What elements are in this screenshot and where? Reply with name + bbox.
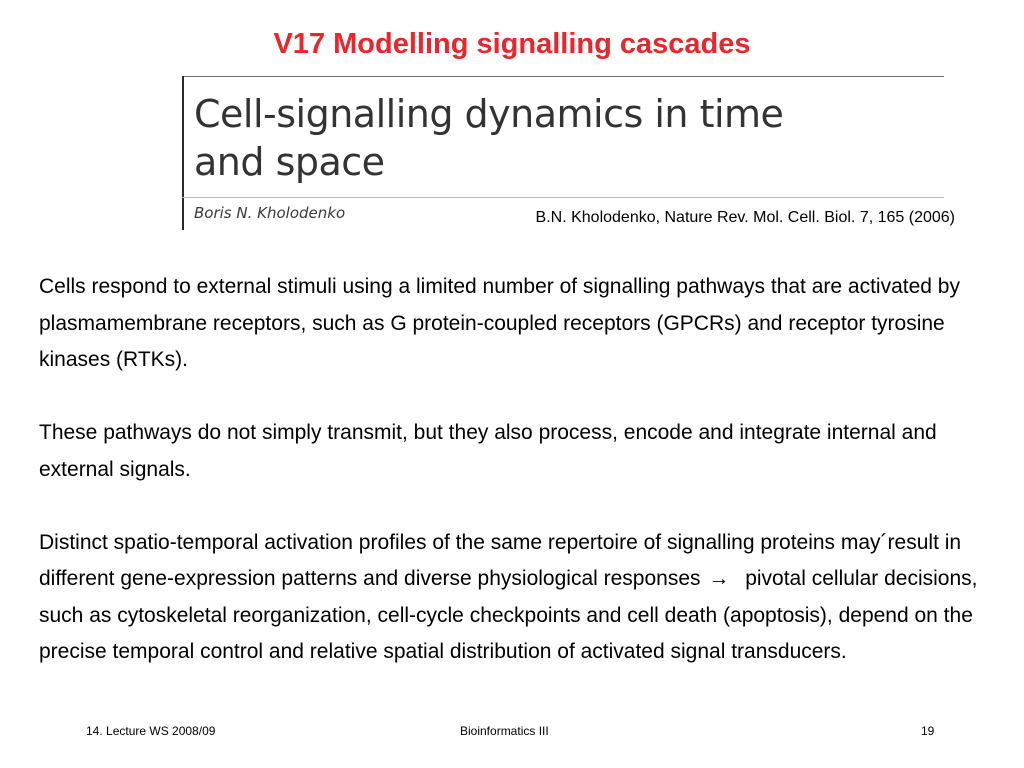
page-number: 19 (921, 724, 935, 738)
footer-course: Bioinformatics III (460, 724, 549, 738)
paragraph-1: Cells respond to external stimuli using a limited number of signalling pathways that are activated by plasmamembrane receptors, such as G protein-coupled receptors (GPCRs) and receptor tyrosine kinases (RTKs). (39, 275, 960, 371)
citation: B.N. Kholodenko, Nature Rev. Mol. Cell. Biol. 7, 165 (2006) (535, 209, 955, 226)
paper-title (194, 90, 894, 186)
paper-author: Boris N. Kholodenko (194, 204, 346, 222)
top-rule (182, 76, 944, 77)
body-text (39, 269, 999, 671)
bottom-rule (182, 197, 944, 198)
right-arrow-icon: → (708, 567, 730, 590)
slide-title: V17 Modelling signalling cascades (273, 28, 751, 60)
paragraph-2: These pathways do not simply transmit, but they also process, encode and integrate internal and external signals. (39, 421, 937, 481)
paragraph-3-end: pivotal cellular decisions, such as cytoskeletal reorganization, cell-cycle checkpoints and cell death (apoptosis), depend on the precise temporal control and relative spatial distribution of activated signal transducers. (39, 567, 978, 663)
footer-lecture: 14. Lecture WS 2008/09 (86, 724, 216, 738)
paragraph-3 (39, 525, 999, 671)
left-rule (182, 76, 184, 230)
paragraph-3-start: Distinct spatio-temporal activation profiles of the same repertoire of signalling proteins may´result in different gene-expression patterns and diverse physiological responses (39, 530, 962, 590)
paper-title-line-1: Cell-signalling dynamics in time (194, 92, 784, 136)
paper-header-image (182, 76, 944, 230)
paper-title-line-2: and space (194, 140, 385, 184)
